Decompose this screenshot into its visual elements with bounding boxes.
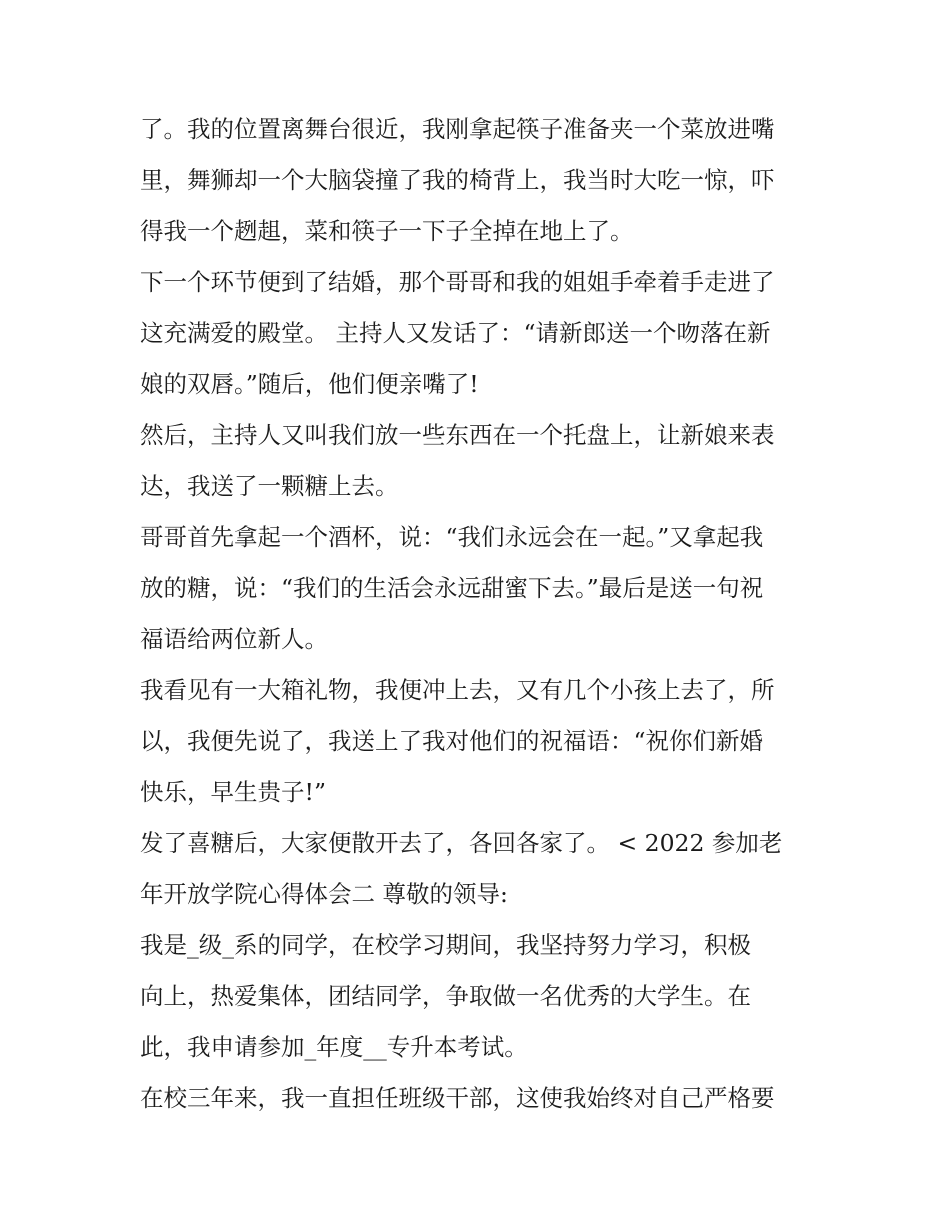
text-line: 放的糖，说：“我们的生活会永远甜蜜下去。”最后是送一句祝 — [140, 574, 764, 602]
text-line: 达，我送了一颗糖上去。 — [140, 472, 399, 500]
text-line: 我看见有一大箱礼物，我便冲上去，又有几个小孩上去了，所 — [140, 676, 775, 704]
text-line: 得我一个趔趄，菜和筷子一下子全掉在地上了。 — [140, 217, 634, 245]
text-line: 向上，热爱集体，团结同学，争取做一名优秀的大学生。在 — [140, 982, 751, 1010]
text-line: 然后，主持人又叫我们放一些东西在一个托盘上，让新娘来表 — [140, 421, 775, 449]
text-line: 这充满爱的殿堂。 主持人又发话了：“请新郎送一个吻落在新 — [140, 319, 771, 347]
text-line: 此，我申请参加_年度__专升本考试。 — [140, 1033, 528, 1061]
text-line: 哥哥首先拿起一个酒杯，说：“我们永远会在一起。”又拿起我 — [140, 523, 764, 551]
text-line: 以，我便先说了，我送上了我对他们的祝福语：“祝你们新婚 — [140, 727, 764, 755]
text-line: 年开放学院心得体会二 尊敬的领导: — [140, 880, 508, 908]
text-line: 我是_级_系的同学，在校学习期间，我坚持努力学习，积极 — [140, 931, 751, 959]
text-line: 在校三年来，我一直担任班级干部，这使我始终对自己严格要 — [140, 1084, 775, 1112]
document-body — [140, 104, 820, 1124]
text-line: 娘的双唇。”随后，他们便亲嘴了! — [140, 370, 479, 398]
text-line: 快乐，早生贵子!” — [140, 778, 326, 806]
text-line: 了。我的位置离舞台很近，我刚拿起筷子准备夹一个菜放进嘴 — [140, 115, 775, 143]
text-line: 里，舞狮却一个大脑袋撞了我的椅背上，我当时大吃一惊，吓 — [140, 166, 775, 194]
text-line: 福语给两位新人。 — [140, 625, 328, 653]
text-line: 发了喜糖后，大家便散开去了，各回各家了。 < 2022 参加老 — [140, 829, 783, 857]
text-line: 下一个环节便到了结婚，那个哥哥和我的姐姐手牵着手走进了 — [140, 268, 775, 296]
